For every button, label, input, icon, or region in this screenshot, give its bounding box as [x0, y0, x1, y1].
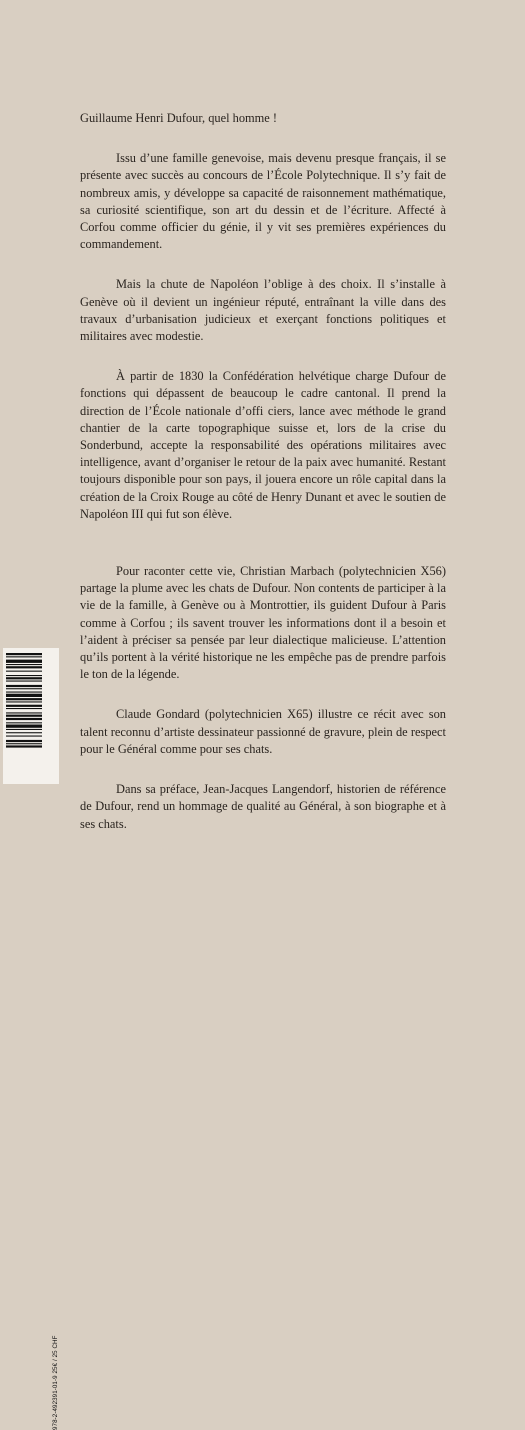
- blurb-text: [80, 110, 446, 856]
- paragraph-confederation: À partir de 1830 la Confédération helvétique charge Dufour de fonctions qui dépassent de beaucoup le cadre cantonal. Il prend la direction de l’École nationale d’offi ciers, lance avec méthode le grand chantier de la carte topographique suisse et, lors de la crise du Sonderbund, accepte la responsabilité des opérations militaires avec intelligence, avant d’organiser le retour de la paix avec humanité. Restant toujours disponible pour son pays, il jouera encore un rôle capital dans la création de la Croix Rouge au côté de Henry Dunant et avec le soutien de Napoléon III qui fut son élève.: [80, 368, 446, 523]
- paragraph-preface: Dans sa préface, Jean-Jacques Langendorf, historien de référence de Dufour, rend un hommage de qualité au Général, à son biographe et à ses chats.: [80, 781, 446, 833]
- paragraph-geneva: Mais la chute de Napoléon l’oblige à des choix. Il s’installe à Genève où il devient un ingénieur réputé, entraînant la ville dans des travaux d’urbanisation judicieux et exerçant fonctions politiques et militaires avec modestie.: [80, 276, 446, 345]
- isbn-barcode: [3, 648, 59, 784]
- barcode-bars-icon: [6, 651, 44, 781]
- isbn-price-label: 978-2-492391-01-9 25€ / 25 CHF: [52, 1336, 59, 1430]
- opening-line: Guillaume Henri Dufour, quel homme !: [80, 110, 446, 127]
- paragraph-early-life: Issu d’une famille genevoise, mais devenu presque français, il se présente avec succès au concours de l’École Polytechnique. Il s’y fait de nombreux amis, y développe sa capacité de raisonnement mathématique, sa curiosité scientifique, son art du dessin et de l’écriture. Affecté à Corfou comme officier du génie, il y vit ses premières expériences du commandement.: [80, 150, 446, 253]
- paragraph-illustrator: Claude Gondard (polytechnicien X65) illustre ce récit avec son talent reconnu d’artiste dessinateur passionné de gravure, plein de respect pour le Général comme pour ses chats.: [80, 706, 446, 758]
- paragraph-author: Pour raconter cette vie, Christian Marbach (polytechnicien X56) partage la plume avec les chats de Dufour. Non contents de participer à la vie de la famille, à Genève ou à Montrottier, ils guident Dufour à Paris comme à Corfou ; ils savent trouver les informations dont il a besoin et l’aident à préciser sa pensée par leur dialectique malicieuse. L’attention qu’ils portent à la vérité historique ne les empêche pas de prendre parfois le ton de la légende.: [80, 563, 446, 683]
